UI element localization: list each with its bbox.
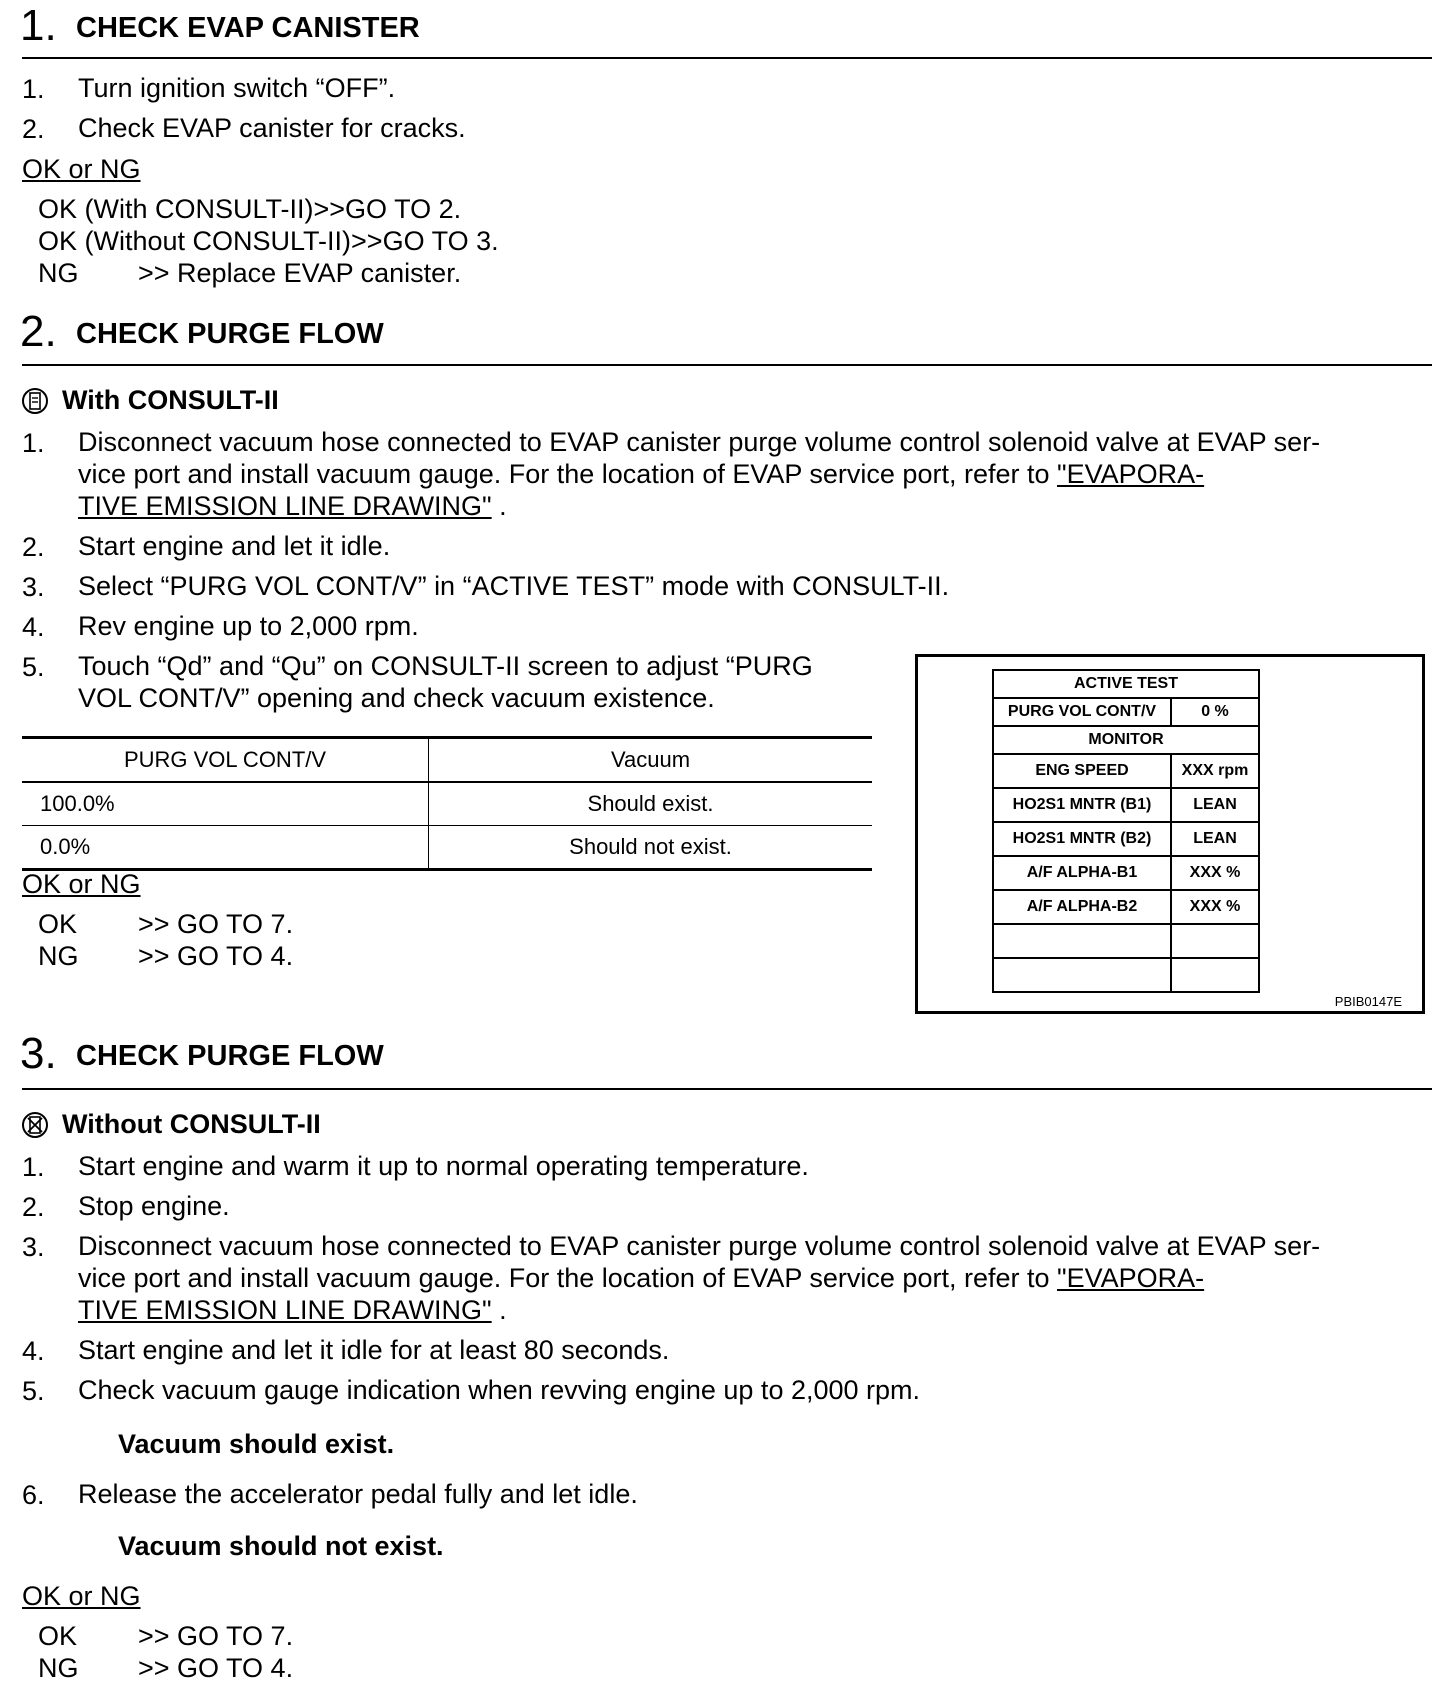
ok-or-ng-heading: OK or NG xyxy=(22,154,141,184)
step-text xyxy=(78,1294,507,1326)
step-1-number: 1. xyxy=(20,1,57,50)
step-text: Check vacuum gauge indication when revving engine up to 2,000 rpm. xyxy=(78,1375,921,1405)
monitor-value: LEAN xyxy=(1171,822,1259,856)
evaporative-emission-drawing-link[interactable]: "EVAPORA- xyxy=(1057,459,1205,489)
with-consult-label: With CONSULT-II xyxy=(62,385,279,415)
without-consult-label: Without CONSULT-II xyxy=(62,1109,321,1139)
monitor-value: XXX rpm xyxy=(1171,754,1259,788)
table-row xyxy=(22,826,872,870)
step-text xyxy=(78,1262,1204,1294)
section-divider xyxy=(22,1088,1432,1090)
table-header: Vacuum xyxy=(429,738,873,783)
step-number: 6. xyxy=(22,1480,45,1510)
monitor-header: MONITOR xyxy=(993,726,1259,754)
result-ok-no-consult: OK (Without CONSULT-II)>>GO TO 3. xyxy=(38,226,499,256)
purg-vol-value: 0 % xyxy=(1171,698,1259,726)
step-number: 3. xyxy=(22,572,45,602)
consult-tool-icon xyxy=(22,388,48,414)
table-header: PURG VOL CONT/V xyxy=(22,738,429,783)
step-text: Turn ignition switch “OFF”. xyxy=(78,73,396,103)
step-text: VOL CONT/V” opening and check vacuum existence. xyxy=(78,683,715,713)
result-action: >> GO TO 4. xyxy=(138,1653,294,1683)
purge-vacuum-table xyxy=(22,736,872,871)
section-divider xyxy=(22,57,1432,59)
evaporative-emission-drawing-link[interactable]: "EVAPORA- xyxy=(1057,1263,1205,1293)
step-text: . xyxy=(491,491,507,521)
step-text: Release the accelerator pedal fully and let idle. xyxy=(78,1479,638,1509)
monitor-value: XXX % xyxy=(1171,856,1259,890)
step-text: Start engine and let it idle. xyxy=(78,531,391,561)
step-number: 1. xyxy=(22,1152,45,1182)
step-text: Disconnect vacuum hose connected to EVAP canister purge volume control solenoid valve at EVAP ser- xyxy=(78,1231,1321,1261)
step-2-title: CHECK PURGE FLOW xyxy=(76,318,384,350)
step-text: Start engine and let it idle for at least 80 seconds. xyxy=(78,1335,670,1365)
step-number: 4. xyxy=(22,612,45,642)
result-code: OK xyxy=(38,1621,78,1651)
result-action: >> GO TO 4. xyxy=(138,941,294,971)
step-text: Select “PURG VOL CONT/V” in “ACTIVE TEST” mode with CONSULT-II. xyxy=(78,571,950,601)
step-text: Stop engine. xyxy=(78,1191,230,1221)
active-test-header: ACTIVE TEST xyxy=(993,670,1259,698)
consult-active-test-figure xyxy=(915,654,1425,1014)
monitor-item: ENG SPEED xyxy=(993,754,1171,788)
table-cell: Should exist. xyxy=(429,782,873,826)
step-text: . xyxy=(491,1295,507,1325)
evaporative-emission-drawing-link[interactable]: TIVE EMISSION LINE DRAWING" xyxy=(78,491,492,521)
result-ng-code: NG xyxy=(38,258,79,288)
table-cell: 0.0% xyxy=(22,826,429,870)
table-cell: Should not exist. xyxy=(429,826,873,870)
empty-cell xyxy=(1171,958,1259,992)
step-text: Disconnect vacuum hose connected to EVAP canister purge volume control solenoid valve at EVAP ser- xyxy=(78,427,1321,457)
empty-cell xyxy=(993,924,1171,958)
step-text: Check EVAP canister for cracks. xyxy=(78,113,466,143)
step-number: 5. xyxy=(22,652,45,682)
monitor-value: LEAN xyxy=(1171,788,1259,822)
figure-id: PBIB0147E xyxy=(1334,994,1402,1009)
result-code: NG xyxy=(38,1653,79,1683)
step-number: 2. xyxy=(22,114,45,144)
note-vacuum-exist: Vacuum should exist. xyxy=(118,1429,395,1459)
result-action: >> GO TO 7. xyxy=(138,909,294,939)
step-text: Rev engine up to 2,000 rpm. xyxy=(78,611,419,641)
step-text: vice port and install vacuum gauge. For the location of EVAP service port, refer to xyxy=(78,459,1058,489)
step-2-number: 2. xyxy=(20,307,57,356)
monitor-item: A/F ALPHA-B1 xyxy=(993,856,1171,890)
result-code: NG xyxy=(38,941,79,971)
step-text: vice port and install vacuum gauge. For the location of EVAP service port, refer to xyxy=(78,1263,1058,1293)
step-number: 4. xyxy=(22,1336,45,1366)
note-vacuum-not-exist: Vacuum should not exist. xyxy=(118,1531,444,1561)
step-number: 1. xyxy=(22,74,45,104)
monitor-item: A/F ALPHA-B2 xyxy=(993,890,1171,924)
section-divider xyxy=(22,364,1432,366)
step-text xyxy=(78,458,1204,490)
step-1-title: CHECK EVAP CANISTER xyxy=(76,12,420,44)
step-number: 2. xyxy=(22,1192,45,1222)
monitor-value: XXX % xyxy=(1171,890,1259,924)
step-text: Start engine and warm it up to normal operating temperature. xyxy=(78,1151,809,1181)
table-header-row xyxy=(22,738,872,783)
step-number: 5. xyxy=(22,1376,45,1406)
empty-cell xyxy=(1171,924,1259,958)
purg-vol-label: PURG VOL CONT/V xyxy=(993,698,1171,726)
step-3-title: CHECK PURGE FLOW xyxy=(76,1040,384,1072)
result-ng-action: >> Replace EVAP canister. xyxy=(138,258,462,288)
step-text: Touch “Qd” and “Qu” on CONSULT-II screen to adjust “PURG xyxy=(78,651,813,681)
table-cell: 100.0% xyxy=(22,782,429,826)
step-text xyxy=(78,490,507,522)
result-ok-consult: OK (With CONSULT-II)>>GO TO 2. xyxy=(38,194,462,224)
consult-screen xyxy=(992,669,1260,993)
step-number: 2. xyxy=(22,532,45,562)
no-consult-icon xyxy=(22,1112,48,1138)
monitor-item: HO2S1 MNTR (B2) xyxy=(993,822,1171,856)
monitor-item: HO2S1 MNTR (B1) xyxy=(993,788,1171,822)
evaporative-emission-drawing-link[interactable]: TIVE EMISSION LINE DRAWING" xyxy=(78,1295,492,1325)
table-row xyxy=(22,782,872,826)
step-number: 3. xyxy=(22,1232,45,1262)
ok-or-ng-heading: OK or NG xyxy=(22,869,141,899)
result-code: OK xyxy=(38,909,78,939)
ok-or-ng-heading: OK or NG xyxy=(22,1581,141,1611)
empty-cell xyxy=(993,958,1171,992)
result-action: >> GO TO 7. xyxy=(138,1621,294,1651)
step-number: 1. xyxy=(22,428,45,458)
step-3-number: 3. xyxy=(20,1029,57,1078)
